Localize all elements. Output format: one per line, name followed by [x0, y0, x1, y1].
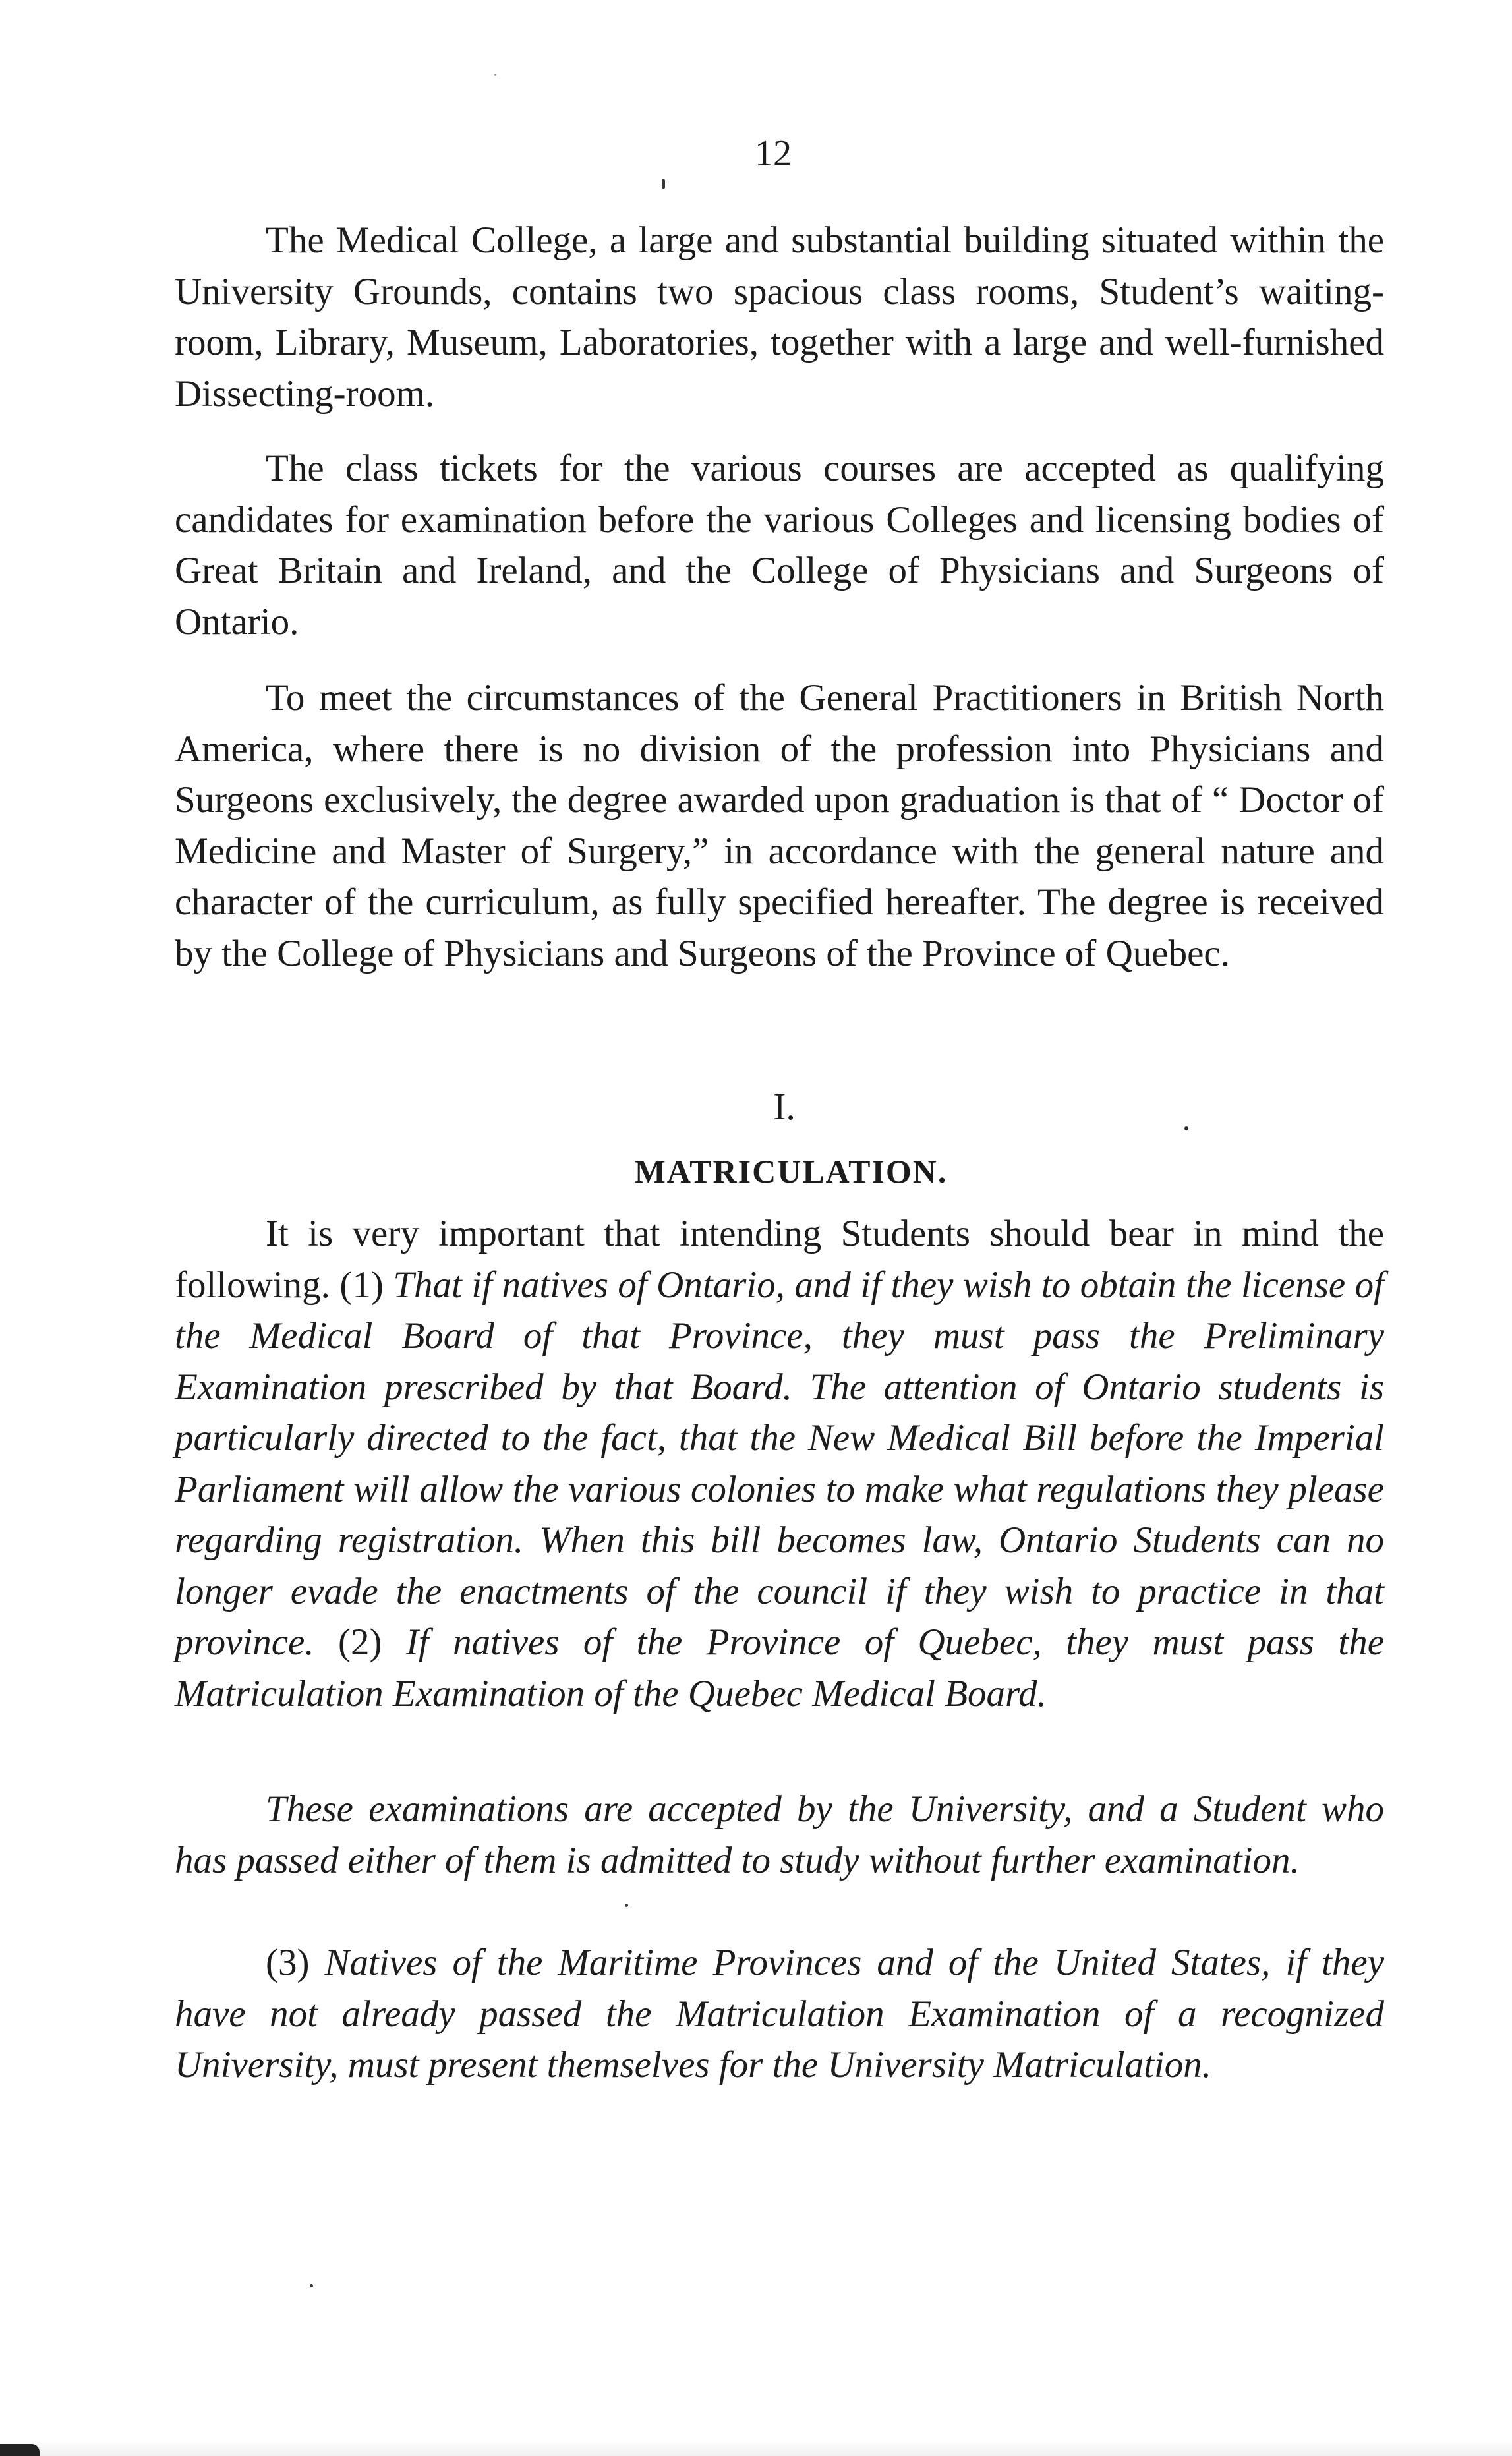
page-edge-shadow — [0, 2440, 1512, 2456]
item-maritime-text: Natives of the Maritime Provinces and of the United States, if they have not already passed the Matriculation Examination of a recognized University, must present themselves for the University Matriculation. — [175, 1942, 1385, 2086]
paragraph-text: The class tickets for the various courses are accepted as qualifying candidates for examination before the various Colleges and licensing bodies of Great Britain and Ireland, and the College of Physicians and Surgeons of Ontario. — [175, 448, 1384, 643]
paragraph-acceptance-note — [175, 1784, 1384, 1886]
print-speck — [310, 2284, 313, 2287]
paragraph-maritime-provinces — [175, 1937, 1384, 2091]
paragraph-text: To meet the circumstances of the General Practitioners in British North America, where there is no division of the profession into Physicians and Surgeons exclusively, the degree awarded upon graduation is that of “ Doctor of Medicine and Master of Surgery,” in accordance with the general nature and character of the curriculum, as fully specified hereafter. The degree is received by the College of Physicians and Surgeons of the Province of Quebec. — [175, 677, 1384, 974]
item-quebec-text: If natives of the Province of Quebec, they must pass the Matriculation Examination of the Quebec Medical Board. — [175, 1622, 1384, 1714]
item-number: (1) — [339, 1264, 384, 1306]
page-number: 12 — [755, 133, 792, 174]
print-speck — [494, 74, 496, 76]
paragraph-degree — [175, 672, 1384, 979]
page-edge-blot — [0, 2444, 40, 2456]
print-speck — [625, 1904, 628, 1907]
paragraph-matriculation-requirements — [175, 1208, 1384, 1719]
paragraph-class-tickets — [175, 443, 1384, 647]
paragraph-text: These examinations are accepted by the University, and a Student who has passed either of them is admitted to study without further examination. — [175, 1788, 1384, 1881]
paragraph-text: The Medical College, a large and substantial building situated within the University Grounds, contains two spacious class rooms, Student’s waiting-room, Library, Museum, Laboratories, together with a large and well-furnished Dissecting-room. — [175, 219, 1384, 415]
item-ontario-text: That if natives of Ontario, and if they wish to obtain the license of the Medical Board of that Province, they must pass the Preliminary Examination prescribed by that Board. The attention of Ontario students is particularly directed to the fact, that the New Medical Bill before the Imperial Parliament will allow the various colonies to make what regulations they please regarding registration. When this bill becomes law, Ontario Students can no longer evade the enactments of the council if they wish to practice in that province. — [175, 1264, 1384, 1663]
print-speck — [662, 179, 665, 189]
item-number: (3) — [266, 1942, 310, 1983]
section-heading: MATRICULATION. — [634, 1153, 948, 1190]
print-speck — [1184, 1126, 1188, 1130]
paragraph-text — [175, 1937, 1384, 2091]
paragraph-text — [175, 1208, 1384, 1719]
section-numeral: I. — [773, 1085, 796, 1128]
lead-in-text: It is very important that intending Students should bear in mind the following. — [175, 1213, 1384, 1306]
paragraph-medical-college — [175, 215, 1384, 419]
item-number: (2) — [337, 1622, 382, 1663]
